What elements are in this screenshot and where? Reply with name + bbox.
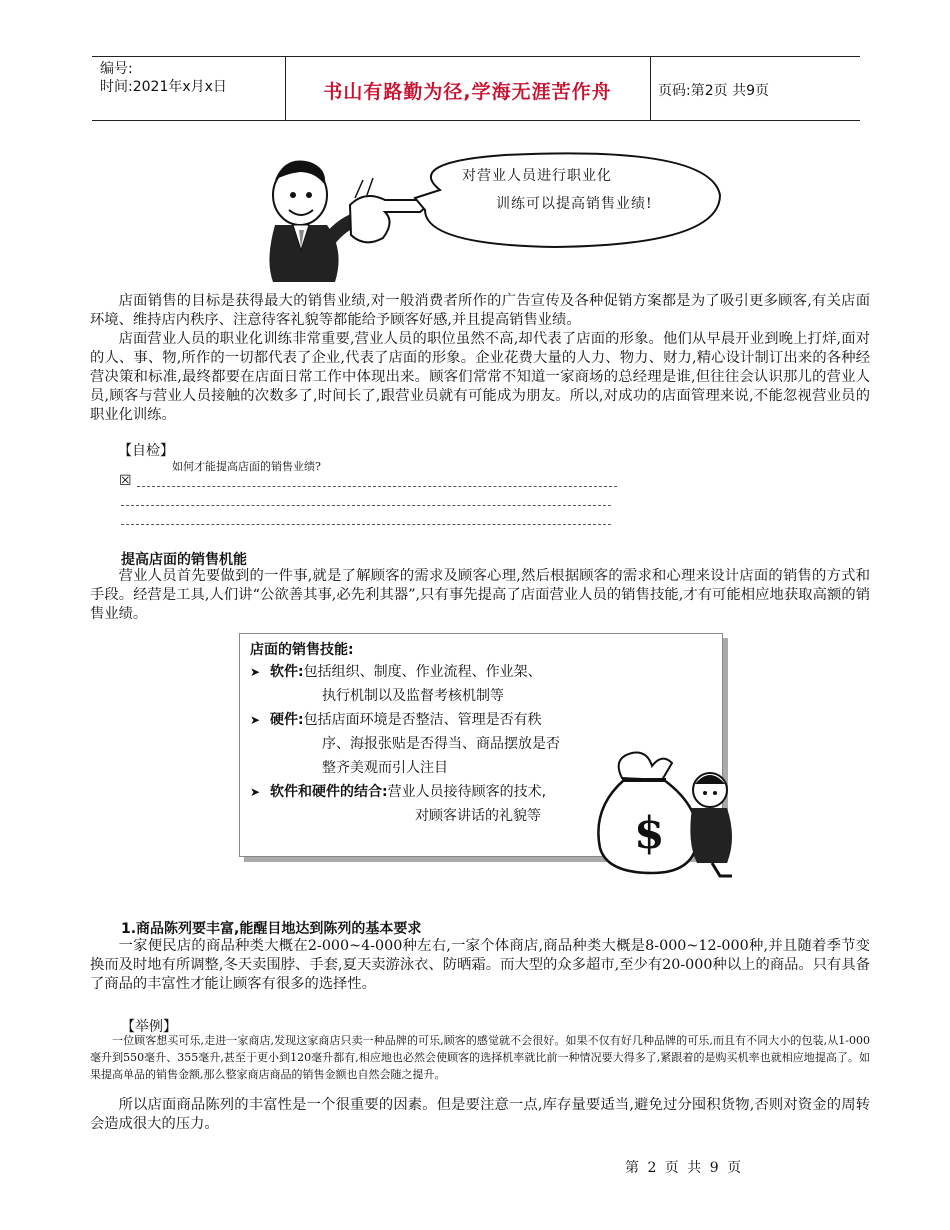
closing-paragraph: 所以店面商品陈列的丰富性是一个很重要的因素。但是要注意一点,库存量要适当,避免过分囤积货物,否则对资金的周转会造成很大的压力。 bbox=[90, 1097, 870, 1132]
footer-page-number: 第 2 页 共 9 页 bbox=[625, 1160, 744, 1176]
section1-paragraph: 营业人员首先要做到的一件事,就是了解顾客的需求及顾客心理,然后根据顾客的需求和心理来设计店面的销售的方式和手段。经营是工具,人们讲“公欲善其事,必先利其器”,只有事先提高了店面营业人员的销售技能,才有可能相应地获取高额的销售业绩。 bbox=[90, 568, 870, 622]
skills-box-title: 店面的销售技能: bbox=[250, 642, 354, 658]
answer-line-1 bbox=[137, 486, 617, 487]
section-title-sales-function: 提高店面的销售机能 bbox=[121, 552, 247, 568]
example-title: 【举例】 bbox=[121, 1019, 177, 1035]
dollar-sign-text: $ bbox=[634, 808, 665, 859]
illustration-money-bag bbox=[592, 748, 742, 878]
skill-item-software bbox=[250, 660, 542, 684]
header-page-label: 页码:第2页 共9页 bbox=[658, 83, 769, 99]
answer-line-3 bbox=[121, 524, 611, 525]
skill-key: 软件: bbox=[270, 664, 304, 680]
example-text: 一位顾客想买可乐,走进一家商店,发现这家商店只卖一种品牌的可乐,顾客的感觉就不会很好。如果不仅有好几种品牌的可乐,而且有不同大小的包装,从1-000毫升到550毫升、355毫升,甚至于更小到120毫升都有,相应地也必然会使顾客的选择机率就比前一种情况要大得多了,紧跟着的是购买机率也就相应地提高了。如果提高单品的销售金额,那么整家商店商品的销售金额也自然会随之提升。 bbox=[90, 1034, 870, 1081]
speech-bubble-line2: 训练可以提高销售业绩! bbox=[496, 196, 653, 212]
header-divider-2 bbox=[650, 56, 651, 120]
skill-key: 硬件: bbox=[270, 712, 304, 728]
header-divider-1 bbox=[285, 56, 286, 120]
skill-text-cont: 整齐美观而引人注目 bbox=[322, 760, 448, 776]
arrow-bullet-icon: ➤ bbox=[250, 785, 261, 799]
header-number-label: 编号: bbox=[100, 61, 133, 77]
header-bottom-rule bbox=[92, 120, 860, 121]
skill-item-hardware bbox=[250, 708, 542, 732]
section2-paragraph: 一家便民店的商品种类大概在2-000~4-000种左右,一家个体商店,商品种类大概是8-000~12-000种,并且随着季节变换而及时地有所调整,冬天卖围脖、手套,夏天卖游泳衣、防晒霜。而大型的众多超市,至少有20-000种以上的商品。只有具备了商品的丰富性才能让顾客有很多的选择性。 bbox=[90, 938, 870, 992]
arrow-bullet-icon: ➤ bbox=[250, 665, 261, 679]
skill-text: 包括组织、制度、作业流程、作业架、 bbox=[303, 664, 542, 680]
skill-text: 营业人员接待顾客的技术, bbox=[387, 784, 547, 800]
section-title-display: 1.商品陈列要丰富,能醒目地达到陈列的基本要求 bbox=[121, 921, 422, 937]
intro-paragraph-1: 店面销售的目标是获得最大的销售业绩,对一般消费者所作的广告宣传及各种促销方案都是为了吸引更多顾客,有关店面环境、维持店内秩序、注意待客礼貌等都能给予顾客好感,并且提高销售业绩。 bbox=[90, 293, 870, 328]
pointing-businessman-icon bbox=[269, 160, 425, 282]
self-check-checkbox[interactable]: ☒ bbox=[119, 473, 132, 489]
header-motto: 书山有路勤为径,学海无涯苦作舟 bbox=[323, 81, 612, 103]
skill-text: 包括店面环境是否整洁、管理是否有秩 bbox=[303, 712, 542, 728]
skill-text-cont: 序、海报张贴是否得当、商品摆放是否 bbox=[322, 736, 560, 752]
self-check-question: 如何才能提高店面的销售业绩? bbox=[172, 460, 321, 473]
self-check-title: 【自检】 bbox=[118, 443, 174, 459]
skill-text-cont: 执行机制以及监督考核机制等 bbox=[322, 688, 504, 704]
speech-bubble-line1: 对营业人员进行职业化 bbox=[462, 168, 612, 184]
money-bag-icon bbox=[598, 753, 732, 876]
arrow-bullet-icon: ➤ bbox=[250, 713, 261, 727]
skill-item-combination bbox=[250, 780, 546, 804]
skill-key: 软件和硬件的结合: bbox=[270, 784, 388, 800]
intro-paragraph-2: 店面营业人员的职业化训练非常重要,营业人员的职位虽然不高,却代表了店面的形象。他们从早晨开业到晚上打烊,面对的人、事、物,所作的一切都代表了企业,代表了店面的形象。企业花费大量的人力、物力、财力,精心设计制订出来的各种经营决策和标准,最终都要在店面日常工作中体现出来。顾客们常常不知道一家商场的总经理是谁,但往往会认识那儿的营业人员,顾客与营业人员接触的次数多了,时间长了,跟营业员就有可能成为朋友。所以,对成功的店面管理来说,不能忽视营业员的职业化训练。 bbox=[90, 331, 870, 423]
header-top-rule bbox=[92, 56, 860, 57]
header-date-label: 时间:2021年x月x日 bbox=[100, 79, 227, 95]
answer-line-2 bbox=[121, 505, 611, 506]
skill-text-cont: 对顾客讲话的礼貌等 bbox=[415, 808, 541, 824]
